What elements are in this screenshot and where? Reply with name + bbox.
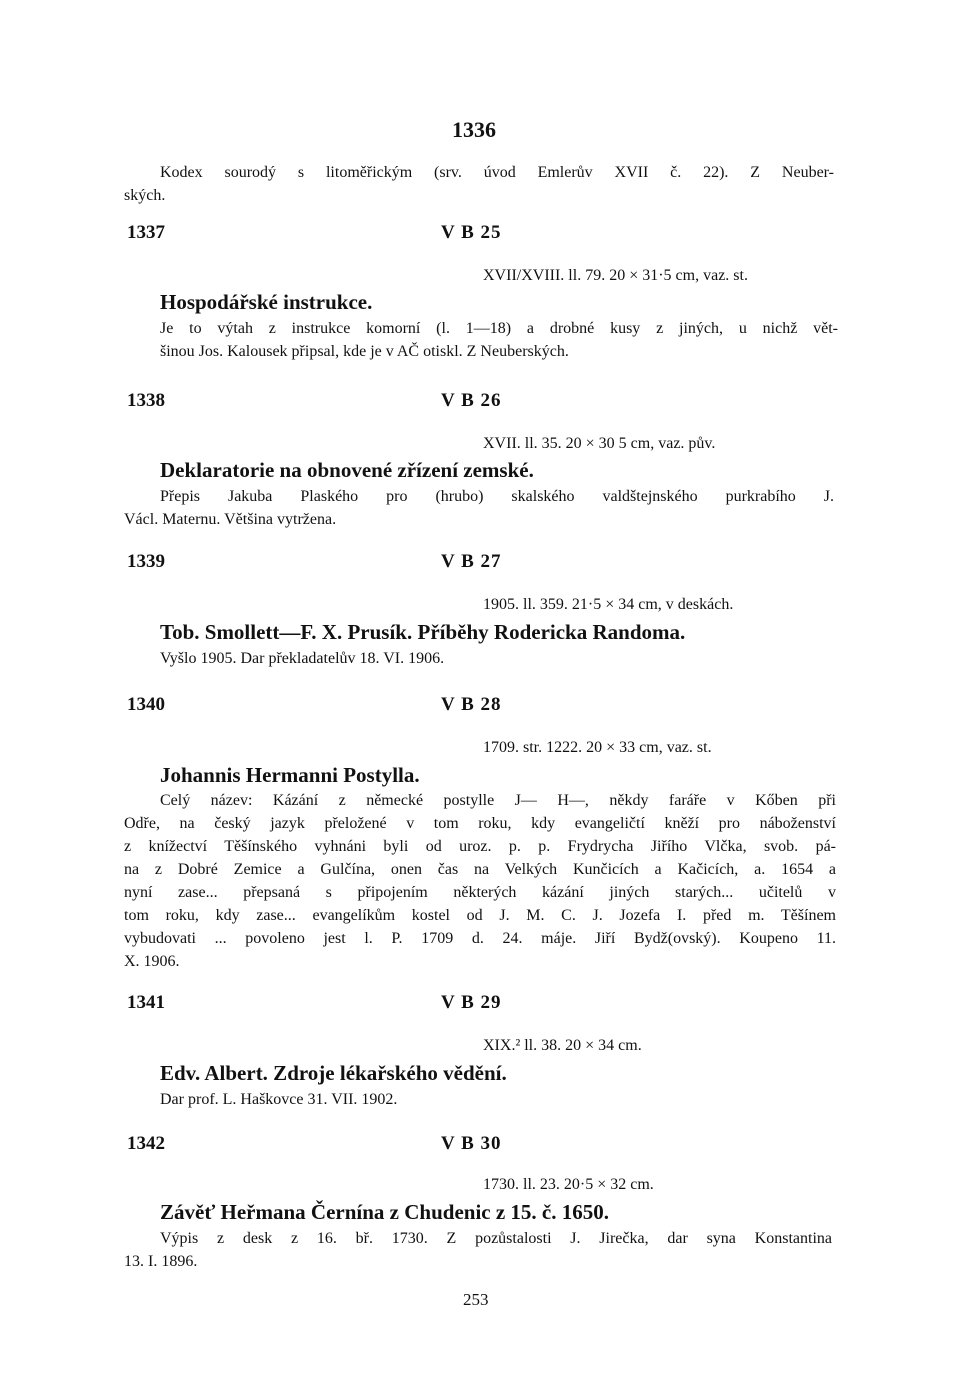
entry-title: Edv. Albert. Zdroje lékařského vědění. bbox=[160, 1061, 507, 1085]
entry-text-line: na z Dobré Zemice a Gulčína, onen čas na Velkých Kunčicích a Kačicích, a. 1654 a bbox=[124, 861, 836, 878]
entry-signature: V B 29 bbox=[441, 992, 502, 1013]
entry-title: Tob. Smollett—F. X. Prusík. Příběhy Rodericka Randoma. bbox=[160, 620, 686, 644]
entry-text-line: 13. I. 1896. bbox=[124, 1253, 198, 1270]
entry-title: Johannis Hermanni Postylla. bbox=[160, 763, 420, 787]
entry-text-line: Výpis z desk z 16. bř. 1730. Z pozůstalosti J. Jirečka, dar syna Konstantina bbox=[160, 1230, 832, 1247]
continuation-line: Kodex sourodý s litoměřickým (srv. úvod Emlerův XVII č. 22). Z Neuber- bbox=[160, 164, 834, 181]
entry-signature: V B 30 bbox=[441, 1133, 502, 1154]
entry-text-line: nyní zase... přepsaná s připojením některých kázání jiných starých... učitelů v bbox=[124, 884, 836, 901]
entry-signature: V B 26 bbox=[441, 390, 502, 411]
entry-text-line: z knížectví Těšínského vyhnáni byli od uroz. p. p. Frydrycha Jiřího Vlčka, svob. pá- bbox=[124, 838, 836, 855]
entry-text-line: Přepis Jakuba Plaského pro (hrubo) skalského valdštejnského purkrabího J. bbox=[160, 488, 834, 505]
entry-title: Hospodářské instrukce. bbox=[160, 290, 373, 314]
entry-text-line: Celý název: Kázání z německé postylle J— H—, někdy faráře v Kőben při bbox=[160, 792, 836, 809]
entry-signature: V B 25 bbox=[441, 222, 502, 243]
entry-text-line: Vyšlo 1905. Dar překladatelův 18. VI. 1906. bbox=[160, 650, 445, 667]
entry-number: 1341 bbox=[127, 992, 165, 1013]
entry-text-line: vybudovati ... povoleno jest l. P. 1709 d. 24. máje. Jiří Bydž(ovský). Koupeno 11. bbox=[124, 930, 836, 947]
entry-title: Závěť Heřmana Černína z Chudenic z 15. č. 1650. bbox=[160, 1200, 609, 1224]
header-entry-number: 1336 bbox=[452, 117, 496, 142]
entry-number: 1339 bbox=[127, 551, 165, 572]
entry-signature: V B 27 bbox=[441, 551, 502, 572]
entry-text-line: šinou Jos. Kalousek připsal, kde je v AČ otiskl. Z Neuberských. bbox=[160, 343, 569, 360]
entry-title: Deklaratorie na obnovené zřízení zemské. bbox=[160, 458, 534, 482]
entry-description: XVII/XVIII. ll. 79. 20 × 31·5 cm, vaz. st. bbox=[483, 267, 748, 284]
entry-signature: V B 28 bbox=[441, 694, 502, 715]
entry-number: 1340 bbox=[127, 694, 165, 715]
entry-text-line: Odře, na český jazyk přeložené v tom roku, kdy evangeličtí kněží pro náboženství bbox=[124, 815, 836, 832]
entry-description: 1709. str. 1222. 20 × 33 cm, vaz. st. bbox=[483, 739, 712, 756]
entry-number: 1337 bbox=[127, 222, 165, 243]
entry-text-line: Je to výtah z instrukce komorní (l. 1—18) a drobné kusy z jiných, u nichž vět- bbox=[160, 320, 838, 337]
entry-text-line: tom roku, kdy zase... evangelíkům kostel od J. M. C. J. Jozefa I. před m. Těšínem bbox=[124, 907, 836, 924]
entry-number: 1338 bbox=[127, 390, 165, 411]
entry-number: 1342 bbox=[127, 1133, 165, 1154]
entry-description: 1905. ll. 359. 21·5 × 34 cm, v deskách. bbox=[483, 596, 734, 613]
entry-text-line: Dar prof. L. Haškovce 31. VII. 1902. bbox=[160, 1091, 398, 1108]
entry-text-line: X. 1906. bbox=[124, 953, 180, 970]
entry-description: 1730. ll. 23. 20·5 × 32 cm. bbox=[483, 1176, 654, 1193]
continuation-line: ských. bbox=[124, 187, 166, 204]
entry-description: XIX.² ll. 38. 20 × 34 cm. bbox=[483, 1037, 642, 1054]
page-number: 253 bbox=[463, 1290, 489, 1309]
entry-text-line: Václ. Maternu. Většina vytržena. bbox=[124, 511, 337, 528]
entry-description: XVII. ll. 35. 20 × 30 5 cm, vaz. pův. bbox=[483, 435, 716, 452]
